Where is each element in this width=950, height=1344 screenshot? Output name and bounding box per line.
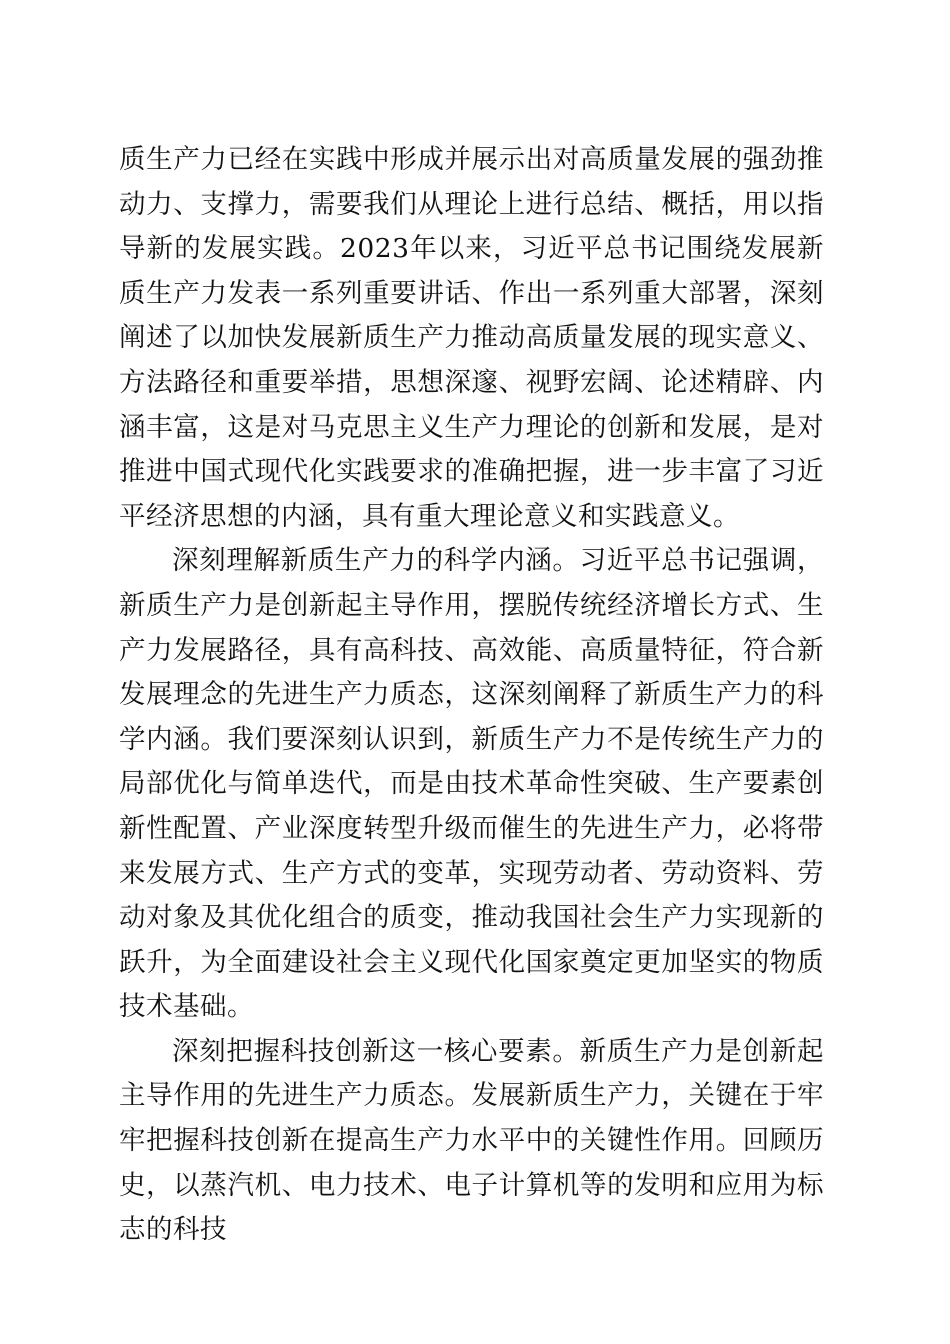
paragraph-2: 深刻理解新质生产力的科学内涵。习近平总书记强调，新质生产力是创新起主导作用，摆脱传统经济增长方式、生产力发展路径，具有高科技、高效能、高质量特征，符合新发展理念的先进生产力质态，这深刻阐释了新质生产力的科学内涵。我们要深刻认识到，新质生产力不是传统生产力的局部优化与简单迭代，而是由技术革命性突破、生产要素创新性配置、产业深度转型升级而催生的先进生产力，必将带来发展方式、生产方式的变革，实现劳动者、劳动资料、劳动对象及其优化组合的质变，推动我国社会生产力实现新的跃升，为全面建设社会主义现代化国家奠定更加坚实的物质技术基础。 bbox=[119, 545, 824, 1023]
paragraph-3: 深刻把握科技创新这一核心要素。新质生产力是创新起主导作用的先进生产力质态。发展新质生产力，关键在于牢牢把握科技创新在提高生产力水平中的关键性作用。回顾历史，以蒸汽机、电力技术、电子计算机等的发明和应用为标志的科技 bbox=[119, 1035, 824, 1246]
paragraph-1: 质生产力已经在实践中形成并展示出对高质量发展的强劲推动力、支撑力，需要我们从理论上进行总结、概括，用以指导新的发展实践。2023年以来，习近平总书记围绕发展新质生产力发表一系列重要讲话、作出一系列重大部署，深刻阐述了以加快发展新质生产力推动高质量发展的现实意义、方法路径和重要举措，思想深邃、视野宏阔、论述精辟、内涵丰富，这是对马克思主义生产力理论的创新和发展，是对推进中国式现代化实践要求的准确把握，进一步丰富了习近平经济思想的内涵，具有重大理论意义和实践意义。 bbox=[119, 144, 824, 532]
document-page bbox=[119, 138, 824, 1253]
